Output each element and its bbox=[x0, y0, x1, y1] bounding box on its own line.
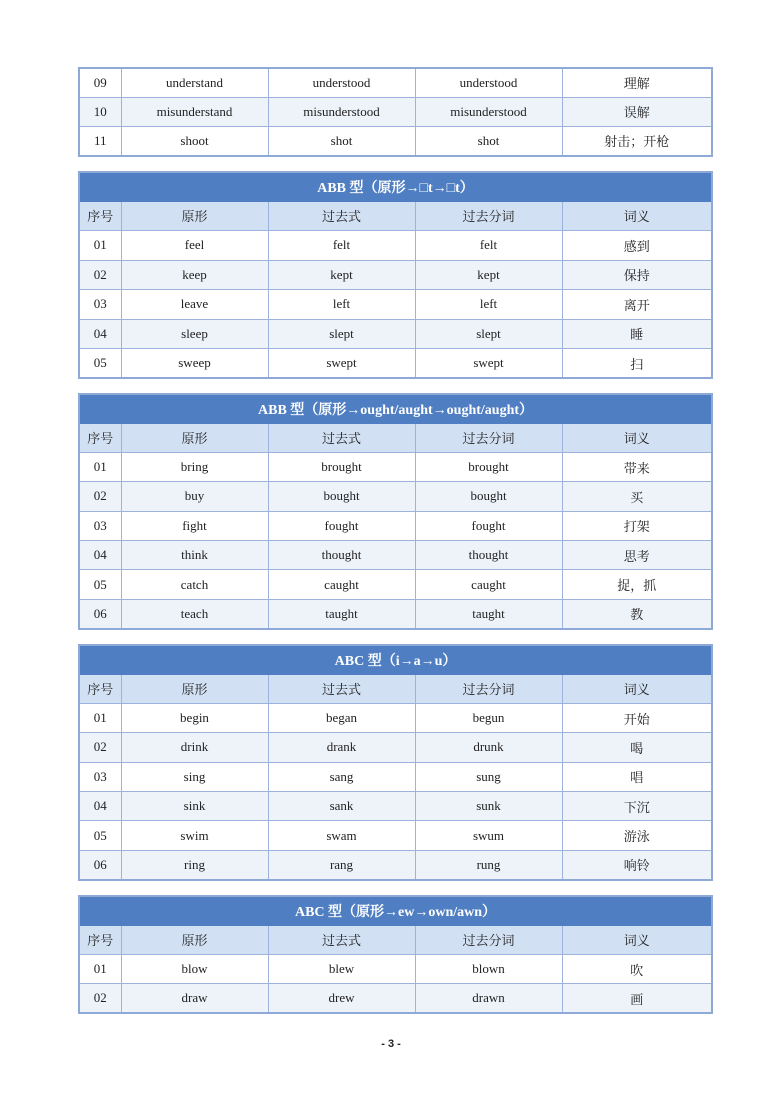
verb-table-2 bbox=[78, 393, 713, 630]
table-row bbox=[79, 319, 712, 349]
past-participle-cell: rung bbox=[415, 850, 562, 879]
index-cell: 11 bbox=[79, 127, 121, 156]
index-cell: 序号 bbox=[79, 674, 121, 703]
base-form-cell: buy bbox=[121, 482, 268, 511]
past-tense-cell: swept bbox=[268, 349, 415, 379]
past-tense-cell: drew bbox=[268, 984, 415, 1013]
past-tense-cell: understood bbox=[268, 68, 415, 97]
table-row bbox=[79, 762, 712, 791]
base-form-cell: sweep bbox=[121, 349, 268, 379]
base-form-cell: sing bbox=[121, 762, 268, 791]
index-cell: 05 bbox=[79, 349, 121, 379]
table-header-row bbox=[79, 201, 712, 231]
table-row bbox=[79, 260, 712, 290]
page-number: - 3 - bbox=[381, 1038, 401, 1050]
past-tense-cell: taught bbox=[268, 599, 415, 628]
past-participle-cell: blown bbox=[415, 954, 562, 983]
past-participle-cell: drawn bbox=[415, 984, 562, 1013]
table-row bbox=[79, 821, 712, 850]
base-form-cell: sleep bbox=[121, 319, 268, 349]
past-tense-cell: sank bbox=[268, 792, 415, 821]
table-row bbox=[79, 733, 712, 762]
index-cell: 06 bbox=[79, 599, 121, 628]
meaning-cell: 词义 bbox=[562, 674, 712, 703]
past-participle-cell: caught bbox=[415, 570, 562, 599]
past-tense-cell: caught bbox=[268, 570, 415, 599]
table-row bbox=[79, 984, 712, 1013]
base-form-cell: understand bbox=[121, 68, 268, 97]
meaning-cell: 下沉 bbox=[562, 792, 712, 821]
past-participle-cell: bought bbox=[415, 482, 562, 511]
table-title: ABC 型（原形→ew→own/awn） bbox=[79, 896, 712, 925]
table-row bbox=[79, 511, 712, 540]
table-row bbox=[79, 68, 712, 97]
index-cell: 01 bbox=[79, 703, 121, 732]
meaning-cell: 射击；开枪 bbox=[562, 127, 712, 156]
base-form-cell: blow bbox=[121, 954, 268, 983]
past-participle-cell: slept bbox=[415, 319, 562, 349]
index-cell: 01 bbox=[79, 452, 121, 481]
past-participle-cell: 过去分词 bbox=[415, 423, 562, 452]
base-form-cell: ring bbox=[121, 850, 268, 879]
table-row bbox=[79, 97, 712, 126]
past-participle-cell: 过去分词 bbox=[415, 674, 562, 703]
past-participle-cell: 过去分词 bbox=[415, 201, 562, 231]
past-participle-cell: left bbox=[415, 290, 562, 320]
past-tense-cell: 过去式 bbox=[268, 674, 415, 703]
index-cell: 04 bbox=[79, 541, 121, 570]
index-cell: 02 bbox=[79, 984, 121, 1013]
past-tense-cell: misunderstood bbox=[268, 97, 415, 126]
table-row bbox=[79, 290, 712, 320]
table-row bbox=[79, 452, 712, 481]
past-tense-cell: blew bbox=[268, 954, 415, 983]
base-form-cell: swim bbox=[121, 821, 268, 850]
index-cell: 03 bbox=[79, 511, 121, 540]
base-form-cell: 原形 bbox=[121, 423, 268, 452]
past-participle-cell: sunk bbox=[415, 792, 562, 821]
meaning-cell: 保持 bbox=[562, 260, 712, 290]
past-tense-cell: began bbox=[268, 703, 415, 732]
past-tense-cell: shot bbox=[268, 127, 415, 156]
past-participle-cell: understood bbox=[415, 68, 562, 97]
past-participle-cell: swept bbox=[415, 349, 562, 379]
meaning-cell: 买 bbox=[562, 482, 712, 511]
meaning-cell: 捉，抓 bbox=[562, 570, 712, 599]
past-participle-cell: sung bbox=[415, 762, 562, 791]
index-cell: 02 bbox=[79, 482, 121, 511]
meaning-cell: 画 bbox=[562, 984, 712, 1013]
index-cell: 05 bbox=[79, 821, 121, 850]
table-row bbox=[79, 599, 712, 628]
table-row bbox=[79, 349, 712, 379]
meaning-cell: 唱 bbox=[562, 762, 712, 791]
table-header-row bbox=[79, 423, 712, 452]
past-participle-cell: brought bbox=[415, 452, 562, 481]
past-participle-cell: misunderstood bbox=[415, 97, 562, 126]
base-form-cell: teach bbox=[121, 599, 268, 628]
table-title: ABB 型（原形→ought/aught→ought/aught） bbox=[79, 394, 712, 423]
base-form-cell: misunderstand bbox=[121, 97, 268, 126]
past-tense-cell: 过去式 bbox=[268, 925, 415, 954]
meaning-cell: 扫 bbox=[562, 349, 712, 379]
meaning-cell: 思考 bbox=[562, 541, 712, 570]
base-form-cell: keep bbox=[121, 260, 268, 290]
meaning-cell: 吹 bbox=[562, 954, 712, 983]
meaning-cell: 睡 bbox=[562, 319, 712, 349]
index-cell: 序号 bbox=[79, 423, 121, 452]
table-title: ABC 型（i→a→u） bbox=[79, 645, 712, 674]
past-tense-cell: rang bbox=[268, 850, 415, 879]
meaning-cell: 响铃 bbox=[562, 850, 712, 879]
verb-table-4 bbox=[78, 895, 713, 1014]
base-form-cell: 原形 bbox=[121, 201, 268, 231]
past-tense-cell: 过去式 bbox=[268, 201, 415, 231]
past-participle-cell: taught bbox=[415, 599, 562, 628]
past-participle-cell: fought bbox=[415, 511, 562, 540]
table-row bbox=[79, 570, 712, 599]
base-form-cell: catch bbox=[121, 570, 268, 599]
base-form-cell: 原形 bbox=[121, 674, 268, 703]
past-tense-cell: felt bbox=[268, 231, 415, 261]
past-tense-cell: swam bbox=[268, 821, 415, 850]
index-cell: 02 bbox=[79, 733, 121, 762]
table-row bbox=[79, 792, 712, 821]
past-participle-cell: thought bbox=[415, 541, 562, 570]
past-tense-cell: kept bbox=[268, 260, 415, 290]
base-form-cell: draw bbox=[121, 984, 268, 1013]
verb-table-1 bbox=[78, 171, 713, 379]
index-cell: 03 bbox=[79, 290, 121, 320]
base-form-cell: drink bbox=[121, 733, 268, 762]
index-cell: 06 bbox=[79, 850, 121, 879]
meaning-cell: 离开 bbox=[562, 290, 712, 320]
past-participle-cell: 过去分词 bbox=[415, 925, 562, 954]
index-cell: 01 bbox=[79, 954, 121, 983]
base-form-cell: sink bbox=[121, 792, 268, 821]
meaning-cell: 打架 bbox=[562, 511, 712, 540]
index-cell: 序号 bbox=[79, 925, 121, 954]
meaning-cell: 喝 bbox=[562, 733, 712, 762]
past-participle-cell: drunk bbox=[415, 733, 562, 762]
past-tense-cell: left bbox=[268, 290, 415, 320]
meaning-cell: 理解 bbox=[562, 68, 712, 97]
table-row bbox=[79, 482, 712, 511]
table-row bbox=[79, 127, 712, 156]
table-header-row bbox=[79, 925, 712, 954]
base-form-cell: fight bbox=[121, 511, 268, 540]
index-cell: 09 bbox=[79, 68, 121, 97]
table-row bbox=[79, 850, 712, 879]
meaning-cell: 教 bbox=[562, 599, 712, 628]
past-tense-cell: thought bbox=[268, 541, 415, 570]
base-form-cell: begin bbox=[121, 703, 268, 732]
meaning-cell: 词义 bbox=[562, 423, 712, 452]
index-cell: 04 bbox=[79, 792, 121, 821]
base-form-cell: think bbox=[121, 541, 268, 570]
table-title: ABB 型（原形→□t→□t） bbox=[79, 172, 712, 201]
past-participle-cell: felt bbox=[415, 231, 562, 261]
base-form-cell: bring bbox=[121, 452, 268, 481]
meaning-cell: 误解 bbox=[562, 97, 712, 126]
past-tense-cell: sang bbox=[268, 762, 415, 791]
past-tense-cell: fought bbox=[268, 511, 415, 540]
table-header-row bbox=[79, 674, 712, 703]
base-form-cell: shoot bbox=[121, 127, 268, 156]
meaning-cell: 开始 bbox=[562, 703, 712, 732]
base-form-cell: feel bbox=[121, 231, 268, 261]
verb-table-3 bbox=[78, 644, 713, 881]
index-cell: 序号 bbox=[79, 201, 121, 231]
past-tense-cell: slept bbox=[268, 319, 415, 349]
past-participle-cell: shot bbox=[415, 127, 562, 156]
index-cell: 04 bbox=[79, 319, 121, 349]
index-cell: 01 bbox=[79, 231, 121, 261]
past-tense-cell: brought bbox=[268, 452, 415, 481]
meaning-cell: 游泳 bbox=[562, 821, 712, 850]
index-cell: 10 bbox=[79, 97, 121, 126]
index-cell: 03 bbox=[79, 762, 121, 791]
index-cell: 02 bbox=[79, 260, 121, 290]
past-participle-cell: begun bbox=[415, 703, 562, 732]
base-form-cell: leave bbox=[121, 290, 268, 320]
past-tense-cell: 过去式 bbox=[268, 423, 415, 452]
table-row bbox=[79, 703, 712, 732]
past-tense-cell: bought bbox=[268, 482, 415, 511]
continued-table bbox=[78, 67, 713, 157]
past-participle-cell: swum bbox=[415, 821, 562, 850]
meaning-cell: 带来 bbox=[562, 452, 712, 481]
meaning-cell: 词义 bbox=[562, 201, 712, 231]
base-form-cell: 原形 bbox=[121, 925, 268, 954]
index-cell: 05 bbox=[79, 570, 121, 599]
table-row bbox=[79, 231, 712, 261]
meaning-cell: 词义 bbox=[562, 925, 712, 954]
table-row bbox=[79, 954, 712, 983]
meaning-cell: 感到 bbox=[562, 231, 712, 261]
past-participle-cell: kept bbox=[415, 260, 562, 290]
table-row bbox=[79, 541, 712, 570]
past-tense-cell: drank bbox=[268, 733, 415, 762]
